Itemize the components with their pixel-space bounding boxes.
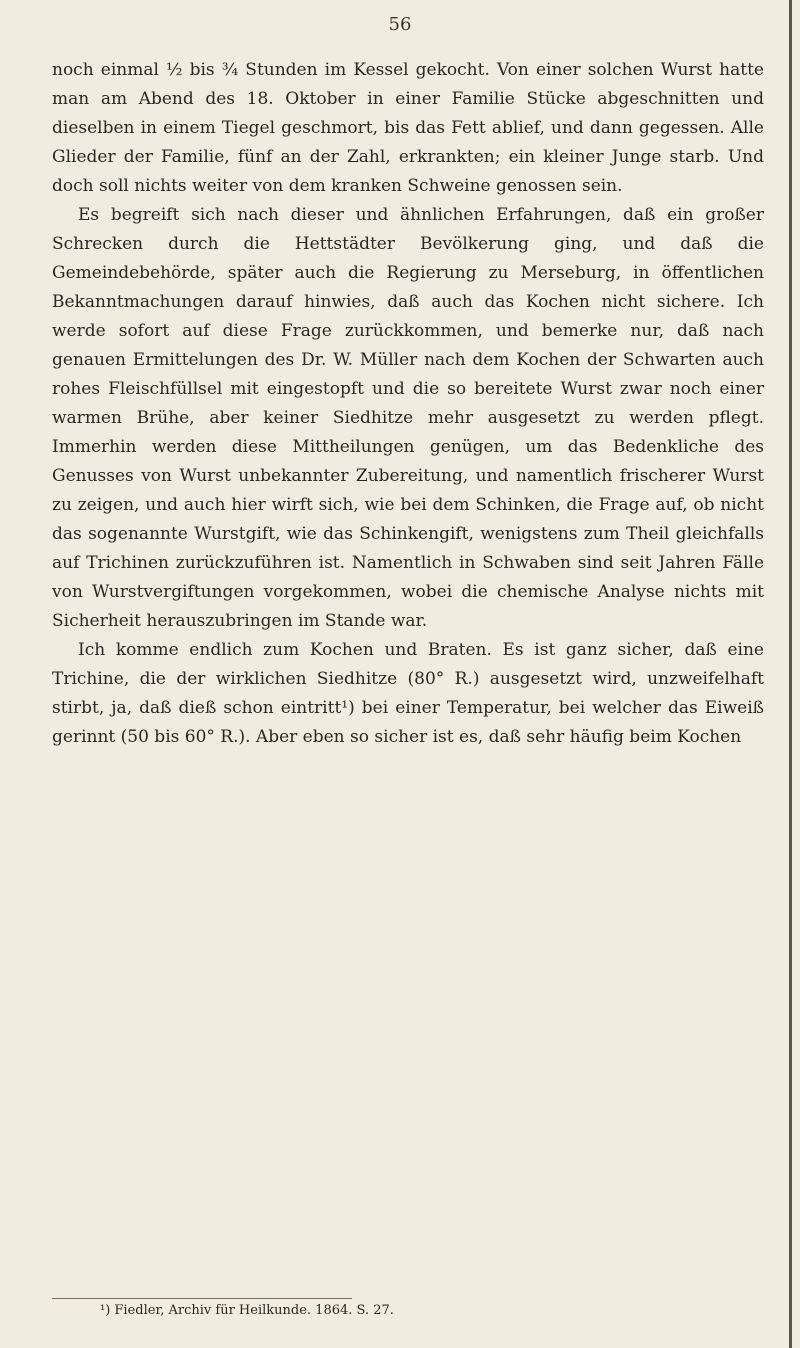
page-number: 56 bbox=[388, 14, 412, 35]
body-text bbox=[52, 56, 764, 752]
paragraph-2: Es begreift sich nach dieser und ähnlichen Erfahrungen, daß ein großer Schrecken durch die Hettstädter Bevölkerung ging, und daß die Gemeindebehörde, später auch die Regierung zu Merseburg, in öffentlichen Bekanntmachungen darauf hinwies, daß auch das Kochen nicht sichere. Ich werde sofort auf diese Frage zurückkommen, und bemerke nur, daß nach genauen Ermittelungen des Dr. W. Müller nach dem Kochen der Schwarten auch rohes Fleischfüllsel mit eingestopft und die so bereitete Wurst zwar noch einer warmen Brühe, aber keiner Siedhitze mehr ausgesetzt zu werden pflegt. Immerhin werden diese Mittheilungen genügen, um das Bedenkliche des Genusses von Wurst unbekannter Zubereitung, und namentlich frischerer Wurst zu zeigen, und auch hier wirft sich, wie bei dem Schinken, die Frage auf, ob nicht das sogenannte Wurstgift, wie das Schinkengift, wenigstens zum Theil gleichfalls auf Trichinen zurückzuführen ist. Namentlich in Schwaben sind seit Jahren Fälle von Wurstvergiftungen vorgekommen, wobei die chemische Analyse nichts mit Sicherheit herauszubringen im Stande war. bbox=[52, 205, 764, 631]
footnote-rule bbox=[52, 1298, 352, 1299]
paragraph-1: noch einmal ½ bis ¾ Stunden im Kessel gekocht. Von einer solchen Wurst hatte man am Abend des 18. Oktober in einer Familie Stücke abgeschnitten und dieselben in einem Tiegel geschmort, bis das Fett ablief, und dann gegessen. Alle Glieder der Familie, fünf an der Zahl, erkrankten; ein kleiner Junge starb. Und doch soll nichts weiter von dem kranken Schweine genossen sein. bbox=[52, 60, 764, 196]
paragraph-3: Ich komme endlich zum Kochen und Braten. Es ist ganz sicher, daß eine Trichine, die der wirklichen Siedhitze (80° R.) ausgesetzt wird, unzweifelhaft stirbt, ja, daß dieß schon eintritt¹) bei einer Temperatur, bei welcher das Eiweiß gerinnt (50 bis 60° R.). Aber eben so sicher ist es, daß sehr häufig beim Kochen bbox=[52, 640, 764, 747]
page-edge bbox=[789, 0, 792, 1348]
footnote: ¹) Fiedler, Archiv für Heilkunde. 1864. S. 27. bbox=[100, 1303, 394, 1318]
